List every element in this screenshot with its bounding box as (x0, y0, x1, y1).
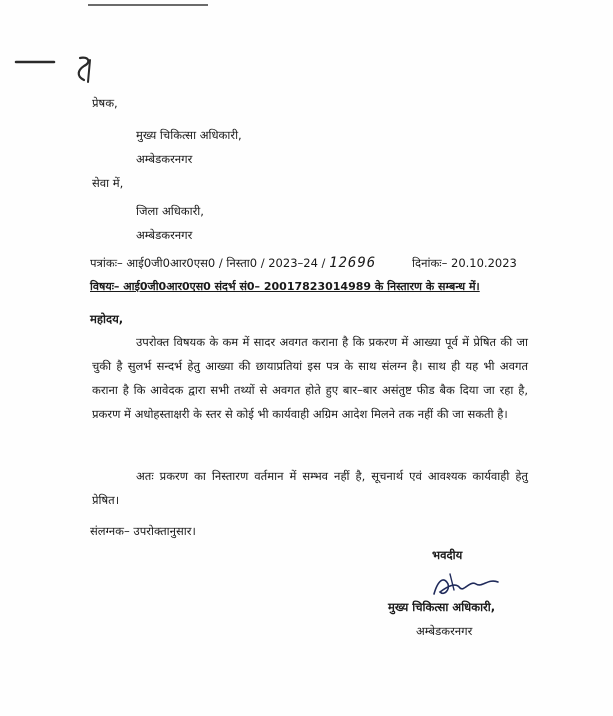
body-paragraph-1: उपरोक्त विषयक के कम में सादर अवगत कराना है कि प्रकरण में आख्या पूर्व में प्रेषित की जा चुकी है सुलर्भ सन्दर्भ हेतु आख्या की छायाप्रतियां इस पत्र के साथ संलग्न है। साथ ही यह भी अवगत कराना है कि आवेदक द्वारा सभी तथ्यों से अवगत होते हुए बार–बार असंतुष्ट फीड बैक दिया जा रहा है, प्रकरण में अधोहस्ताक्षरी के स्तर से कोई भी कार्यवाही अग्रिम आदेश मिलने तक नहीं की जा सकती है। (92, 335, 528, 421)
closing: भवदीय (432, 548, 463, 562)
reference-number: 12696 (329, 255, 377, 271)
handwritten-corner-mark (14, 56, 104, 86)
subject-line: विषयः– आई0जी0आर0एस0 संदर्भ सं0– 20017823014989 के निस्तारण के सम्बन्ध में। (90, 280, 480, 293)
reference-line (90, 256, 376, 270)
body-paragraph-2: अतः प्रकरण का निस्तारण वर्तमान में सम्भव नहीं है, सूचनार्थ एवं आवश्यक कार्यवाही हेतु प्रेषित। (92, 469, 528, 507)
sender-label: प्रेषक, (92, 96, 118, 110)
top-edge-rule (88, 4, 208, 6)
sender-place: अम्बेडकरनगर (136, 152, 193, 166)
reference-prefix: पत्रांकः– आई0जी0आर0एस0 / निस्ता0 / 2023–24 / (90, 256, 326, 270)
to-label: सेवा में, (92, 176, 124, 190)
signature-mark (430, 572, 502, 602)
letter-date: दिनांकः– 20.10.2023 (412, 256, 517, 270)
recipient-place: अम्बेडकरनगर (136, 228, 193, 242)
signatory-place: अम्बेडकरनगर (416, 624, 473, 638)
enclosure-line: संलग्नक– उपरोक्तानुसार। (90, 524, 196, 538)
recipient-title: जिला अधिकारी, (136, 204, 204, 218)
signatory-title: मुख्य चिकित्सा अधिकारी, (388, 600, 496, 614)
sender-title: मुख्य चिकित्सा अधिकारी, (136, 128, 242, 142)
salutation: महोदय, (90, 312, 124, 326)
